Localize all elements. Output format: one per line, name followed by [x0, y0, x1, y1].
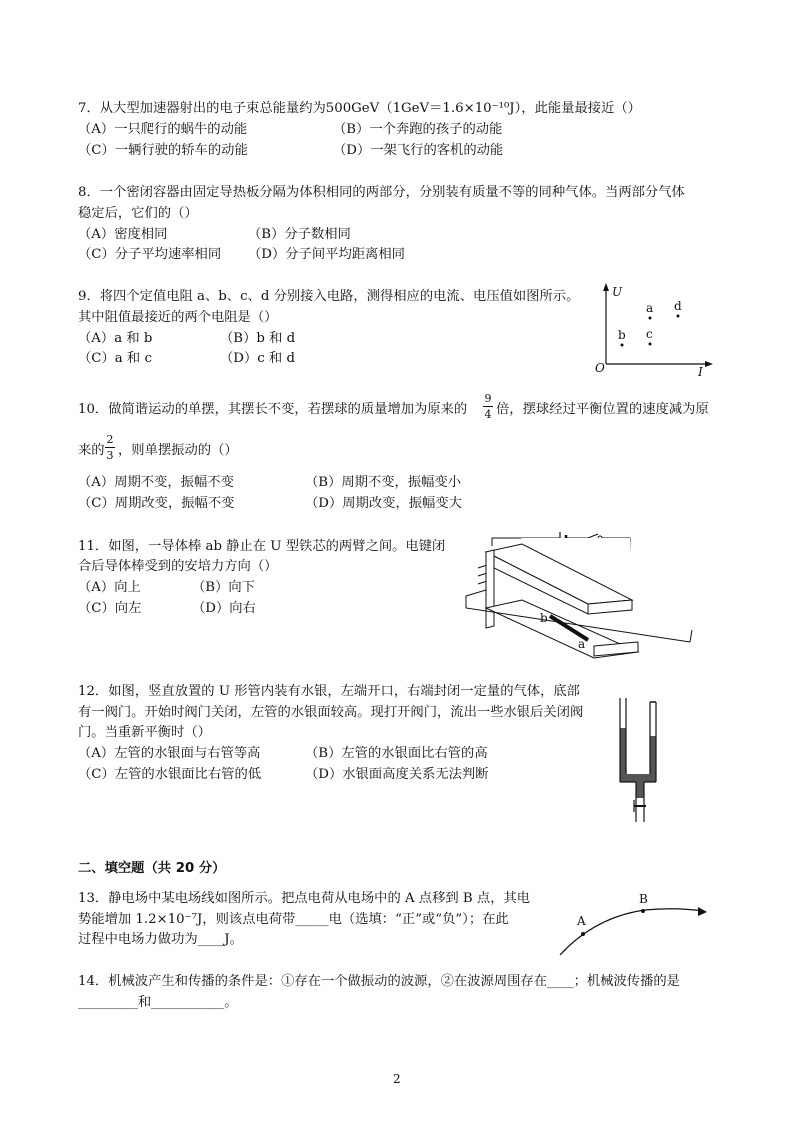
q11-option-b: （B）向下: [192, 580, 255, 595]
q10-fraction2-bar: [105, 447, 115, 448]
q12-option-b: （B）左管的水银面比右管的高: [305, 746, 488, 761]
q8-option-a: （A）密度相同: [78, 227, 168, 242]
q10-stem-line1-post: 倍，摆球经过平衡位置的速度减为原: [496, 402, 709, 417]
q9-point-c-label: c: [646, 327, 653, 341]
q12-stem-line3: 门。当重新平衡时（）: [78, 725, 211, 740]
q7-option-d: （D）一架飞行的客机的动能: [333, 143, 504, 158]
q11-option-a: （A）向上: [78, 580, 141, 595]
q9-point-b-label: b: [618, 328, 626, 342]
q9-axis-u-label: U: [612, 285, 623, 299]
q10-fraction1-denominator: 4: [484, 408, 492, 421]
q9-point-a-label: a: [646, 301, 654, 315]
q12-stem-line1: 12．如图，竖直放置的 U 形管内装有水银，左端开口，右端封闭一定量的气体，底部: [78, 684, 580, 699]
q8-stem-line1: 8．一个密闭容器由固定导热板分隔为体积相同的两部分，分别装有质量不等的同种气体。当两部分气体: [78, 185, 685, 200]
q9-stem-line2: 其中阻值最接近的两个电阻是（）: [78, 310, 278, 325]
q7-stem: 7．从大型加速器射出的电子束总能量约为500GeV（1GeV＝1.6×10⁻¹⁰J），此能量最接近（）: [78, 101, 641, 116]
q9-point-a: [649, 317, 652, 320]
section-title-fill-in: 二、填空题（共 20 分）: [78, 861, 226, 876]
q7-option-c: （C）一辆行驶的轿车的动能: [78, 143, 248, 158]
q10-stem-line1-pre: 10．做简谐运动的单摆，其摆长不变，若摆球的质量增加为原来的: [78, 402, 468, 417]
q11-stem-line1: 11．如图，一导体棒 ab 静止在 U 型铁芯的两臂之间。电键闭: [78, 539, 446, 554]
q13-stem-line2: 势能增加 1.2×10⁻⁷J，则该点电荷带_____电（选填：“正”或“负”）；在此: [78, 912, 509, 927]
q13-label-a: A: [577, 914, 586, 928]
q14-stem-line2: _________和___________。: [78, 995, 238, 1010]
q9-axis-i-label: I: [698, 365, 703, 379]
q10-stem-line2-pre: 来的: [78, 443, 105, 458]
q13-stem-line1: 13．静电场中某电场线如图所示。把点电荷从电场中的 A 点移到 B 点，其电: [78, 891, 531, 906]
q12-option-a: （A）左管的水银面与右管等高: [78, 746, 261, 761]
q9-origin-label: O: [595, 361, 605, 375]
q10-option-d: （D）周期改变，振幅变大: [305, 496, 462, 511]
q11-rod-label-b: b: [540, 611, 548, 625]
q9-stem-line1: 9．将四个定值电阻 a、b、c、d 分别接入电路，测得相应的电流、电压值如图所示。: [78, 289, 580, 304]
q14-stem-line1: 14．机械波产生和传播的条件是：①存在一个做振动的波源，②在波源周围存在____；机械波传播的是: [78, 974, 680, 989]
q9-option-a: （A）a 和 b: [78, 331, 153, 346]
q10-option-b: （B）周期不变，振幅变小: [305, 475, 462, 490]
q10-fraction1-numerator: 9: [484, 392, 492, 405]
q13-point-b: [641, 909, 645, 913]
q13-point-a: [581, 932, 585, 936]
q12-option-c: （C）左管的水银面比右管的低: [78, 767, 262, 782]
q10-fraction1-bar: [483, 406, 493, 407]
q11-rod-label-a: a: [578, 637, 586, 651]
q13-ui-field-line-figure: [555, 892, 715, 965]
q13-label-b: B: [639, 892, 648, 906]
q9-point-c: [649, 343, 652, 346]
q9-point-d: [677, 315, 680, 318]
q9-point-b: [621, 344, 624, 347]
q9-option-b: （B）b 和 d: [220, 331, 296, 346]
q11-ui-core-figure: [460, 530, 700, 660]
q12-ui-u-tube-figure: [610, 690, 690, 830]
q12-stem-line2: 有一阀门。开始时阀门关闭，左管的水银面较高。现打开阀门，流出一些水银后关闭阀: [78, 705, 584, 720]
q8-stem-line2: 稳定后，它们的（）: [78, 206, 198, 221]
q10-fraction2-numerator: 2: [106, 433, 114, 446]
q11-option-c: （C）向左: [78, 601, 142, 616]
page-number: 2: [393, 1072, 401, 1086]
q9-point-d-label: d: [674, 299, 682, 313]
q10-stem-line2-post: ，则单摆振动的（）: [118, 443, 238, 458]
q9-option-d: （D）c 和 d: [220, 351, 295, 366]
q7-option-b: （B）一个奔跑的孩子的动能: [333, 122, 503, 137]
q11-stem-line2: 合后导体棒受到的安培力方向（）: [78, 559, 278, 574]
q8-option-c: （C）分子平均速率相同: [78, 247, 222, 262]
q13-stem-line3: 过程中电场力做功为____J。: [78, 932, 243, 947]
q8-option-d: （D）分子间平均距离相同: [248, 247, 405, 262]
q10-option-a: （A）周期不变，振幅不变: [78, 475, 234, 490]
q10-option-c: （C）周期改变，振幅不变: [78, 496, 235, 511]
q7-option-a: （A）一只爬行的蜗牛的动能: [78, 122, 248, 137]
q8-option-b: （B）分子数相同: [248, 227, 351, 242]
q9-option-c: （C）a 和 c: [78, 351, 152, 366]
q10-fraction2-denominator: 3: [106, 449, 114, 462]
q12-option-d: （D）水银面高度关系无法判断: [305, 767, 489, 782]
q9-ui-graph: [590, 280, 720, 380]
q11-option-d: （D）向右: [192, 601, 256, 616]
